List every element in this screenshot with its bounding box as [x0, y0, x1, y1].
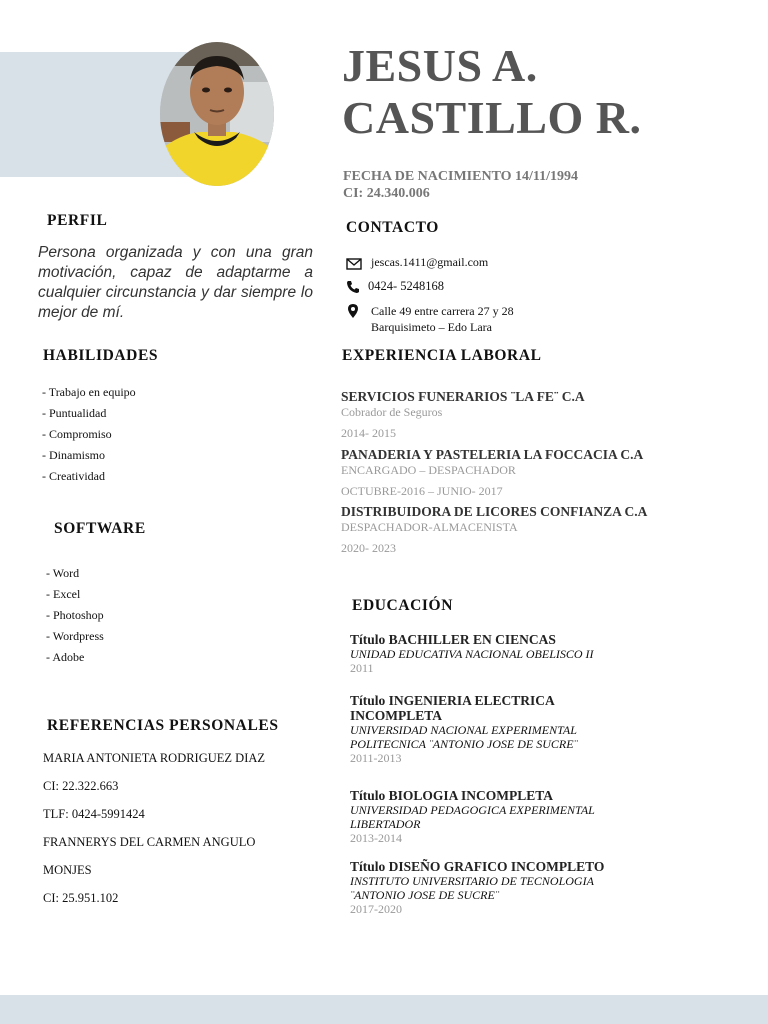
ci-number: CI: 24.340.006 — [343, 186, 430, 201]
education-entry — [350, 859, 630, 917]
reference-line: FRANNERYS DEL CARMEN ANGULO — [43, 835, 256, 849]
education-title — [350, 693, 610, 723]
list-item: - Wordpress — [46, 626, 104, 647]
job-company: SERVICIOS FUNERARIOS ¨LA FE¨ C.A — [341, 389, 585, 404]
list-item: - Compromiso — [42, 424, 136, 445]
job-entry — [341, 504, 741, 556]
education-degree: BIOLOGIA INCOMPLETA — [388, 788, 554, 803]
list-item: - Excel — [46, 584, 104, 605]
contact-phone-row — [346, 279, 444, 294]
education-heading: EDUCACIÓN — [352, 597, 453, 614]
list-item: - Trabajo en equipo — [42, 382, 136, 403]
job-entry — [341, 389, 741, 441]
reference-line: TLF: 0424-5991424 — [43, 807, 145, 821]
profile-photo — [160, 42, 274, 186]
education-title — [350, 788, 630, 803]
education-title — [350, 632, 630, 647]
education-institution: UNIVERSIDAD PEDAGOGICA EXPERIMENTAL LIBERTADOR — [350, 803, 595, 831]
job-period: 2020- 2023 — [341, 541, 396, 555]
education-label: Título — [350, 632, 386, 647]
name-line-2: CASTILLO R. — [342, 92, 642, 143]
job-period: 2014- 2015 — [341, 426, 396, 440]
list-item: - Word — [46, 563, 104, 584]
education-degree: INGENIERIA ELECTRICA INCOMPLETA — [350, 693, 555, 723]
profile-heading: PERFIL — [47, 212, 108, 229]
skills-heading: HABILIDADES — [43, 347, 159, 364]
references-heading: REFERENCIAS PERSONALES — [47, 717, 279, 734]
education-entry — [350, 693, 610, 766]
birth-date: FECHA DE NACIMIENTO 14/11/1994 — [343, 169, 579, 184]
contact-address-line-1: Calle 49 entre carrera 27 y 28 — [371, 304, 514, 318]
contact-address-row — [347, 303, 514, 335]
education-period: 2017-2020 — [350, 902, 402, 916]
footer-accent-band — [0, 995, 768, 1024]
profile-photo-illustration — [160, 42, 274, 186]
job-entry — [341, 447, 741, 499]
phone-icon — [346, 280, 360, 294]
education-label: Título — [350, 788, 386, 803]
location-pin-icon — [347, 304, 359, 318]
list-item: - Photoshop — [46, 605, 104, 626]
education-period: 2011 — [350, 661, 374, 675]
references-list — [43, 744, 265, 912]
contact-phone: 0424- 5248168 — [368, 279, 445, 293]
profile-text: Persona organizada y con una gran motivación, capaz de adaptarme a cualquier circunstancia y dar siempre lo mejor de mí. — [38, 244, 313, 321]
job-period: OCTUBRE-2016 – JUNIO- 2017 — [341, 484, 503, 498]
software-list — [46, 563, 104, 668]
list-item: - Creatividad — [42, 466, 136, 487]
education-degree: DISEÑO GRAFICO INCOMPLETO — [388, 859, 605, 874]
reference-line: CI: 25.951.102 — [43, 891, 119, 905]
education-entry — [350, 788, 630, 846]
birth-info — [343, 168, 578, 202]
education-degree: BACHILLER EN CIENCAS — [388, 632, 556, 647]
list-item: - Puntualidad — [42, 403, 136, 424]
experience-heading: EXPERIENCIA LABORAL — [342, 347, 542, 364]
education-label: Título — [350, 693, 386, 708]
job-company: DISTRIBUIDORA DE LICORES CONFIANZA C.A — [341, 504, 648, 519]
reference-line: MARIA ANTONIETA RODRIGUEZ DIAZ — [43, 751, 266, 765]
education-institution: UNIDAD EDUCATIVA NACIONAL OBELISCO II — [350, 647, 594, 661]
education-period: 2013-2014 — [350, 831, 402, 845]
education-institution: INSTITUTO UNIVERSITARIO DE TECNOLOGIA ¨ANTONIO JOSE DE SUCRE¨ — [350, 874, 594, 902]
contact-heading: CONTACTO — [346, 219, 439, 236]
job-role: ENCARGADO – DESPACHADOR — [341, 463, 516, 477]
education-institution: UNIVERSIDAD NACIONAL EXPERIMENTAL POLITECNICA ¨ANTONIO JOSE DE SUCRE¨ — [350, 723, 578, 751]
list-item: - Adobe — [46, 647, 104, 668]
envelope-icon — [346, 257, 362, 271]
software-heading: SOFTWARE — [54, 520, 146, 537]
skills-list — [42, 382, 136, 487]
contact-address-line-2: Barquisimeto – Edo Lara — [371, 320, 492, 334]
reference-line: CI: 22.322.663 — [43, 779, 119, 793]
job-company: PANADERIA Y PASTELERIA LA FOCCACIA C.A — [341, 447, 644, 462]
job-role: DESPACHADOR-ALMACENISTA — [341, 520, 518, 534]
education-label: Título — [350, 859, 386, 874]
education-title — [350, 859, 630, 874]
list-item: - Dinamismo — [42, 445, 136, 466]
education-entry — [350, 632, 630, 676]
full-name — [342, 40, 762, 144]
contact-email-row — [346, 255, 488, 271]
job-role: Cobrador de Seguros — [341, 405, 443, 419]
contact-email: jescas.1411@gmail.com — [371, 255, 489, 269]
education-period: 2011-2013 — [350, 751, 402, 765]
name-line-1: JESUS A. — [342, 40, 538, 91]
reference-line: MONJES — [43, 863, 92, 877]
